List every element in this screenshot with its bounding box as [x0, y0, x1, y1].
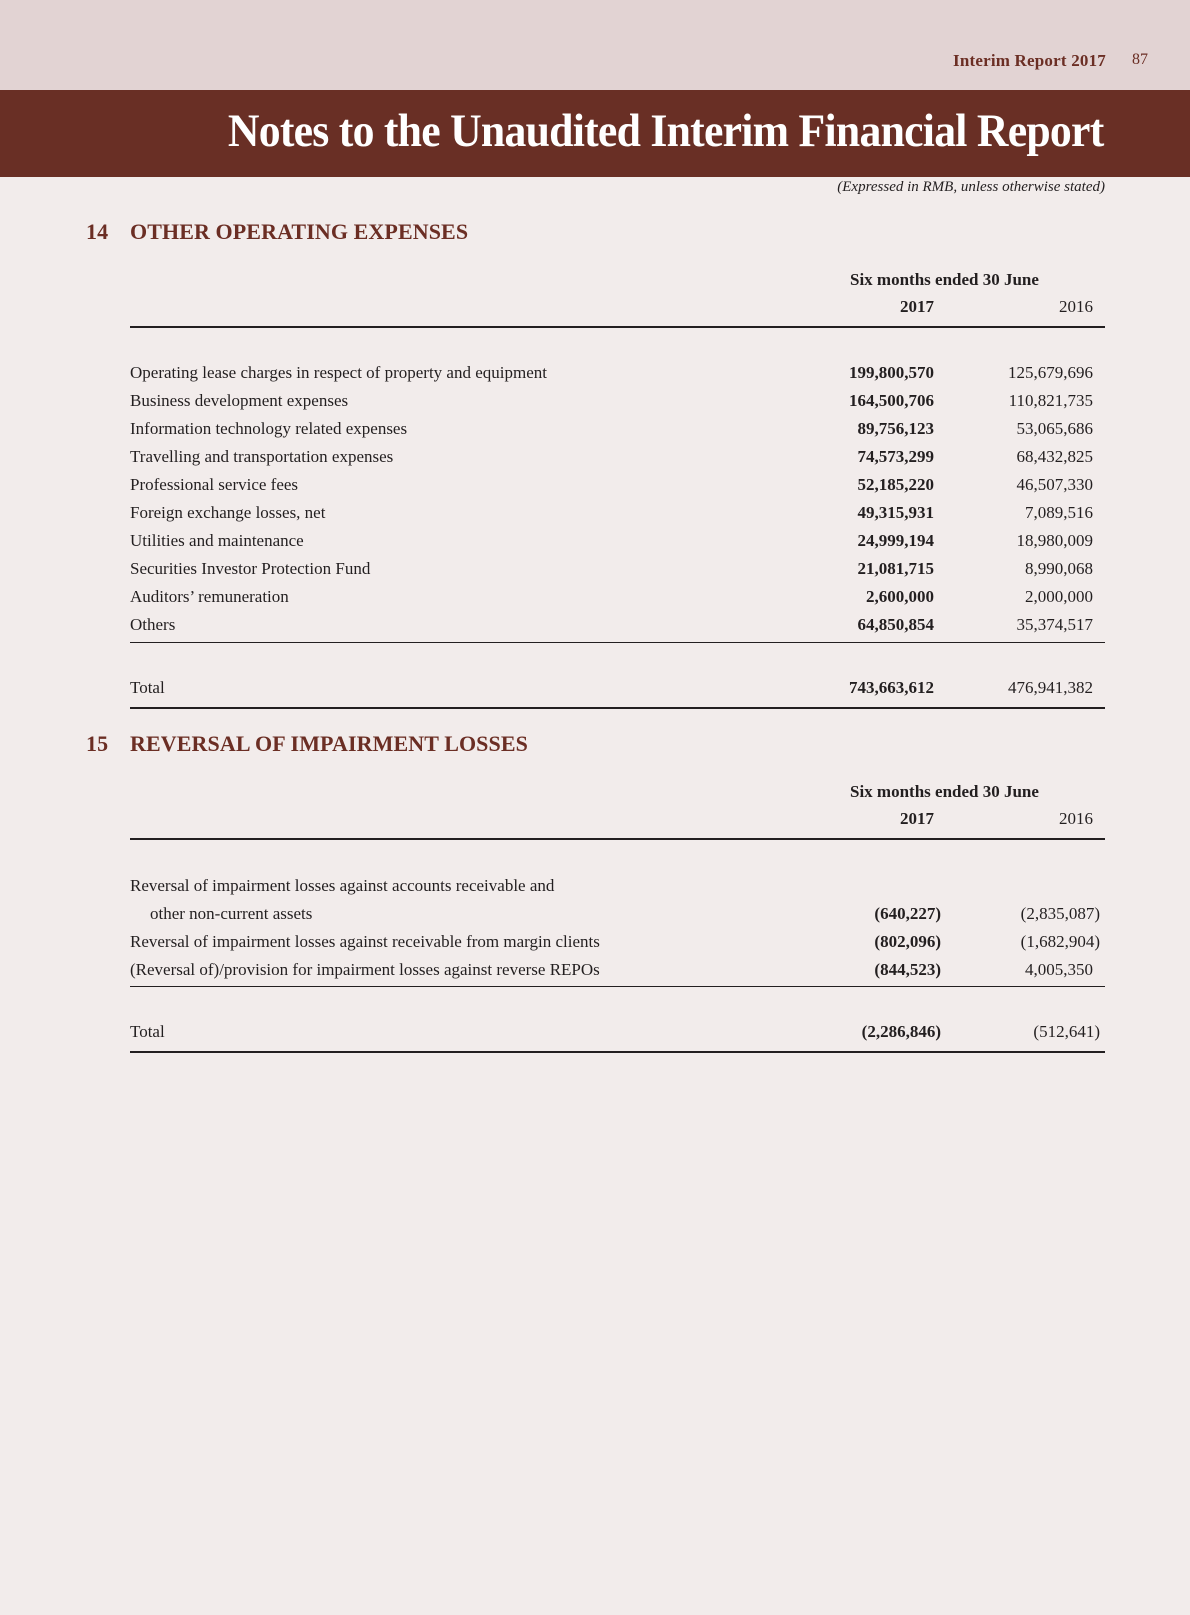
- table-row: [130, 475, 1105, 503]
- total-rule: [130, 707, 1105, 709]
- row-label: (Reversal of)/provision for impairment losses against reverse REPOs: [130, 960, 600, 979]
- page-number: 87: [1132, 51, 1148, 68]
- total-row: [130, 678, 1105, 706]
- header-rule: [130, 326, 1105, 328]
- subtotal-rule: [130, 642, 1105, 643]
- title-bar: [0, 90, 1190, 177]
- table-row: [130, 391, 1105, 419]
- value-2016: 8,990,068: [1025, 559, 1093, 578]
- value-2017: (802,096): [874, 932, 941, 951]
- currency-note: (Expressed in RMB, unless otherwise stated): [837, 179, 1105, 195]
- top-band: [0, 0, 1190, 90]
- value-2017: 21,081,715: [857, 559, 934, 578]
- total-2016: 476,941,382: [1008, 678, 1093, 697]
- row-label-continuation: other non-current assets: [150, 904, 313, 923]
- section-heading-14: [86, 219, 468, 245]
- row-label: Operating lease charges in respect of property and equipment: [130, 363, 547, 382]
- table-row: [130, 419, 1105, 447]
- value-2017: 64,850,854: [857, 615, 934, 634]
- row-label: Business development expenses: [130, 391, 349, 410]
- value-2017: (640,227): [874, 904, 941, 923]
- section-title: OTHER OPERATING EXPENSES: [130, 219, 469, 244]
- value-2016: 18,980,009: [1016, 531, 1093, 550]
- table-row: [130, 932, 1105, 960]
- value-2016: 46,507,330: [1016, 475, 1093, 494]
- table-row: [130, 363, 1105, 391]
- value-2016: 4,005,350: [1025, 960, 1093, 979]
- table-row: [130, 876, 1105, 904]
- section-heading-15: [86, 731, 528, 757]
- value-2016: 35,374,517: [1016, 615, 1093, 634]
- value-2016: 53,065,686: [1016, 419, 1093, 438]
- section-title: REVERSAL OF IMPAIRMENT LOSSES: [130, 731, 528, 756]
- value-2016: 125,679,696: [1008, 363, 1093, 382]
- total-2017: (2,286,846): [861, 1022, 941, 1041]
- table-row: [130, 904, 1105, 932]
- value-2017: 49,315,931: [857, 503, 934, 522]
- row-label: Information technology related expenses: [130, 419, 408, 438]
- table-row: [130, 531, 1105, 559]
- table-row: [130, 447, 1105, 475]
- table-row: [130, 960, 1105, 988]
- table-row: [130, 615, 1105, 643]
- value-2016: 2,000,000: [1025, 587, 1093, 606]
- total-label: Total: [130, 678, 165, 697]
- total-2017: 743,663,612: [849, 678, 934, 697]
- total-row: [130, 1022, 1105, 1050]
- value-2016: 68,432,825: [1016, 447, 1093, 466]
- running-head: [953, 51, 1148, 71]
- table-row: [130, 587, 1105, 615]
- row-label: Professional service fees: [130, 475, 299, 494]
- section-number: 14: [86, 219, 109, 244]
- publication-name: Interim Report 2017: [953, 51, 1106, 70]
- value-2016: 7,089,516: [1025, 503, 1093, 522]
- period-label: Six months ended 30 June: [850, 782, 1039, 801]
- value-2017: 199,800,570: [849, 363, 934, 382]
- table-row: [130, 503, 1105, 531]
- row-label: Securities Investor Protection Fund: [130, 559, 371, 578]
- row-label: Travelling and transportation expenses: [130, 447, 394, 466]
- year-2017-header: 2017: [900, 297, 934, 316]
- year-2016-header: 2016: [1059, 297, 1093, 316]
- value-2017: (844,523): [874, 960, 941, 979]
- value-2017: 52,185,220: [857, 475, 934, 494]
- year-2017-header: 2017: [900, 809, 934, 828]
- value-2017: 74,573,299: [857, 447, 934, 466]
- value-2016: 110,821,735: [1008, 391, 1093, 410]
- value-2017: 2,600,000: [866, 587, 934, 606]
- row-label: Others: [130, 615, 176, 634]
- section-number: 15: [86, 731, 109, 756]
- header-rule: [130, 838, 1105, 840]
- row-label: Auditors’ remuneration: [130, 587, 289, 606]
- period-label: Six months ended 30 June: [850, 270, 1039, 289]
- value-2017: 89,756,123: [857, 419, 934, 438]
- value-2017: 164,500,706: [849, 391, 934, 410]
- value-2017: 24,999,194: [857, 531, 934, 550]
- total-2016: (512,641): [1033, 1022, 1100, 1041]
- total-rule: [130, 1051, 1105, 1053]
- value-2016: (2,835,087): [1020, 904, 1100, 923]
- row-label: Utilities and maintenance: [130, 531, 304, 550]
- table-row: [130, 559, 1105, 587]
- year-2016-header: 2016: [1059, 809, 1093, 828]
- row-label: Foreign exchange losses, net: [130, 503, 326, 522]
- subtotal-rule: [130, 986, 1105, 987]
- row-label: Reversal of impairment losses against receivable from margin clients: [130, 932, 600, 951]
- page-title: Notes to the Unaudited Interim Financial Report: [228, 105, 1104, 157]
- total-label: Total: [130, 1022, 165, 1041]
- value-2016: (1,682,904): [1020, 932, 1100, 951]
- row-label: Reversal of impairment losses against accounts receivable and: [130, 876, 555, 895]
